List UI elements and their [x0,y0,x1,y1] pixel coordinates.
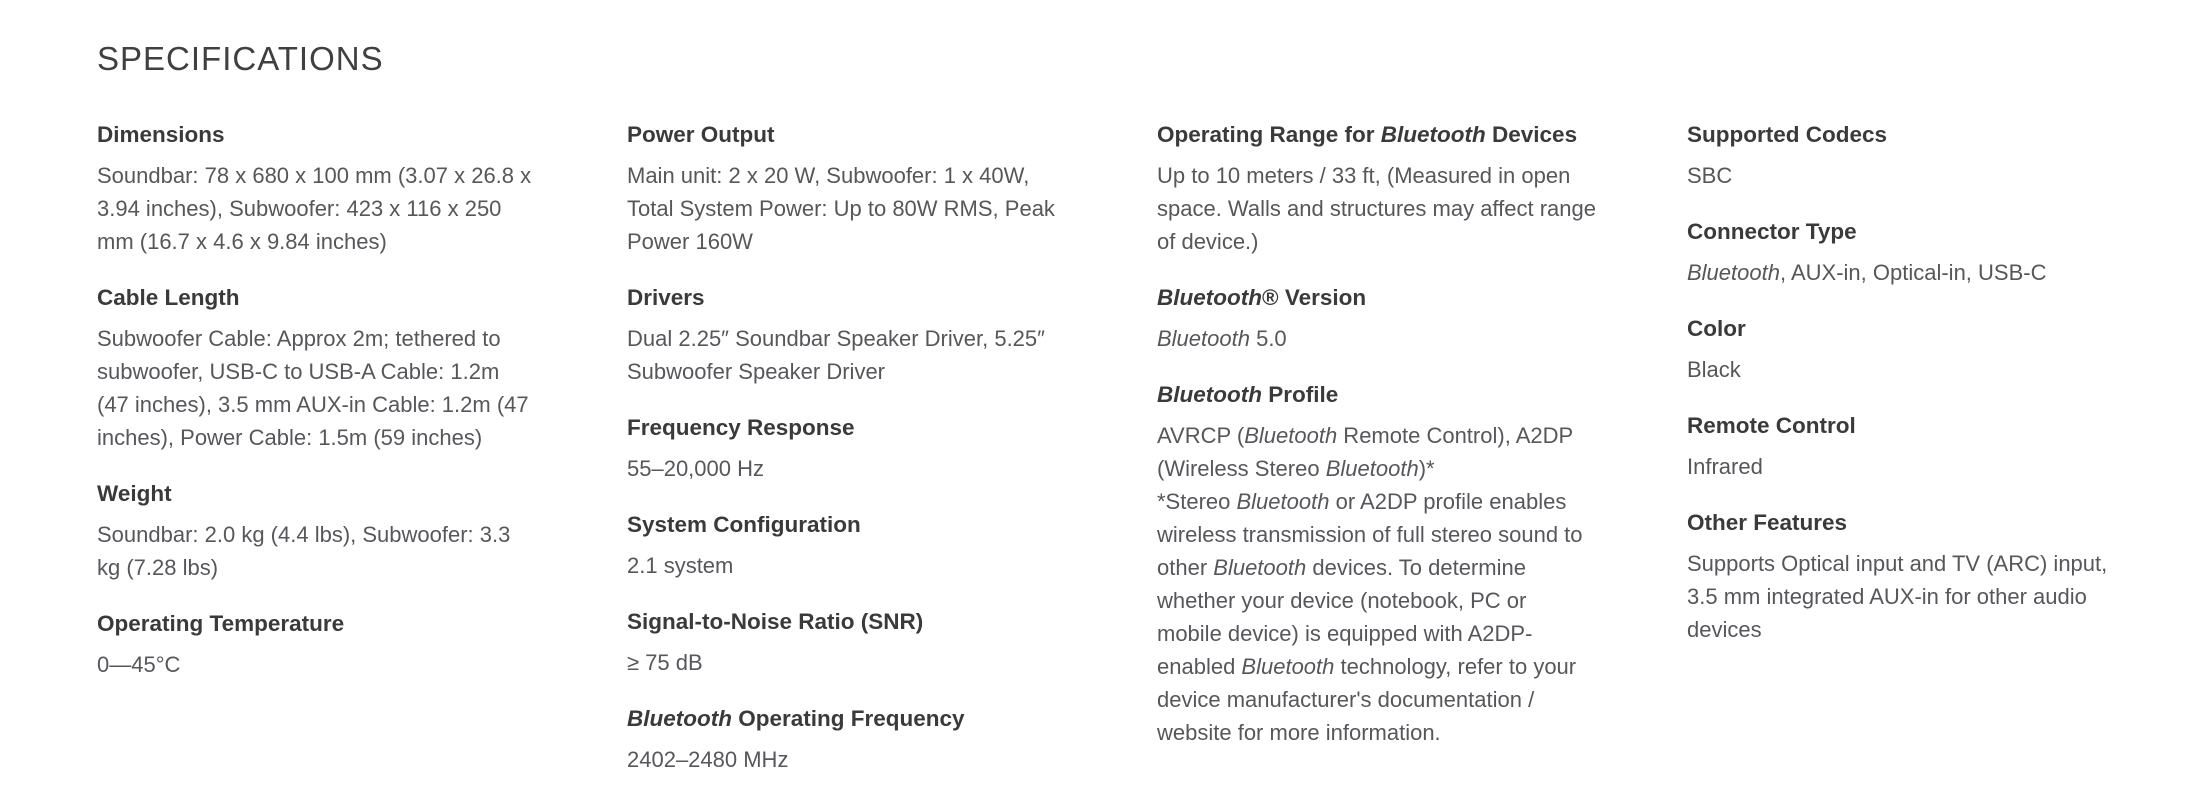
bluetooth-italic-text: Bluetooth [1157,382,1262,407]
bluetooth-italic-text: Bluetooth [1157,285,1262,310]
spec-value: Bluetooth, AUX-in, Optical-in, USB-C [1687,260,2047,285]
spec-section [1687,217,2127,289]
spec-column-1 [97,120,537,706]
spec-column-4 [1687,120,2127,671]
spec-section [627,510,1067,582]
bluetooth-italic-text: Bluetooth [1236,489,1330,514]
spec-value: Bluetooth 5.0 [1157,326,1287,351]
spec-heading: Bluetooth Operating Frequency [627,706,965,731]
bluetooth-italic-text: Bluetooth [1380,122,1486,147]
spec-section [627,413,1067,485]
spec-column-2 [627,120,1067,801]
spec-value: 2.1 system [627,553,734,578]
spec-heading: System Configuration [627,512,861,537]
spec-value: Black [1687,357,1741,382]
bluetooth-italic-text: Bluetooth [1213,555,1307,580]
spec-value: ≥ 75 dB [627,650,703,675]
bluetooth-italic-text: Bluetooth [1241,654,1335,679]
spec-value: Dual 2.25″ Soundbar Speaker Driver, 5.25″ Subwoofer Speaker Driver [627,326,1045,384]
spec-value: Supports Optical input and TV (ARC) input, 3.5 mm integrated AUX-in for other audio devices [1687,551,2108,642]
spec-section [1687,314,2127,386]
spec-value: 0—45°C [97,652,181,677]
spec-section [1687,411,2127,483]
spec-section [97,479,537,584]
spec-section [627,120,1067,258]
spec-section [1687,508,2127,646]
spec-heading: Frequency Response [627,415,855,440]
spec-value: Soundbar: 2.0 kg (4.4 lbs), Subwoofer: 3.3 kg (7.28 lbs) [97,522,511,580]
spec-heading: Other Features [1687,510,1848,535]
spec-section [1157,380,1597,749]
spec-heading: Dimensions [97,122,225,147]
spec-heading: Remote Control [1687,413,1856,438]
spec-value: Main unit: 2 x 20 W, Subwoofer: 1 x 40W, Total System Power: Up to 80W RMS, Peak Power 160W [627,163,1055,254]
spec-heading: Power Output [627,122,775,147]
spec-value: 55–20,000 Hz [627,456,764,481]
bluetooth-italic-text: Bluetooth [1687,260,1780,285]
bluetooth-italic-text: Bluetooth [1157,326,1250,351]
spec-value: *Stereo Bluetooth or A2DP profile enables wireless transmission of full stereo sound to other Bluetooth devices. To determine whether your device (notebook, PC or mobile device) is equipped with A2DP-enabled Bluetooth technology, refer to your device manufacturer's documentation / website for more information. [1157,489,1583,745]
spec-heading: Connector Type [1687,219,1857,244]
spec-section [627,704,1067,776]
spec-value: Soundbar: 78 x 680 x 100 mm (3.07 x 26.8 x 3.94 inches), Subwoofer: 423 x 116 x 250 mm (16.7 x 4.6 x 9.84 inches) [97,163,532,254]
spec-value: Infrared [1687,454,1763,479]
spec-column-3 [1157,120,1597,774]
spec-section [627,283,1067,388]
spec-heading: Bluetooth® Version [1157,285,1367,310]
spec-heading: Signal-to-Noise Ratio (SNR) [627,609,924,634]
spec-section [1687,120,2127,192]
spec-heading: Cable Length [97,285,240,310]
bluetooth-italic-text: Bluetooth [1325,456,1419,481]
spec-heading: Operating Range for Bluetooth Devices [1157,122,1578,147]
spec-section [627,607,1067,679]
spec-value: AVRCP (Bluetooth Remote Control), A2DP (Wireless Stereo Bluetooth)* [1157,423,1573,481]
bluetooth-italic-text: Bluetooth [1244,423,1338,448]
spec-heading: Operating Temperature [97,611,345,636]
spec-heading: Supported Codecs [1687,122,1888,147]
spec-columns [97,120,2200,801]
spec-value: 2402–2480 MHz [627,747,789,772]
page-title: SPECIFICATIONS [97,40,384,77]
bluetooth-italic-text: Bluetooth [627,706,732,731]
spec-value: Up to 10 meters / 33 ft, (Measured in open space. Walls and structures may affect range of device.) [1157,163,1596,254]
spec-heading: Weight [97,481,172,506]
spec-heading: Bluetooth Profile [1157,382,1339,407]
spec-heading: Color [1687,316,1746,341]
spec-section [97,120,537,258]
spec-section [97,283,537,454]
spec-section [1157,283,1597,355]
spec-section [97,609,537,681]
spec-value: SBC [1687,163,1733,188]
spec-heading: Drivers [627,285,705,310]
spec-section [1157,120,1597,258]
spec-value: Subwoofer Cable: Approx 2m; tethered to subwoofer, USB-C to USB-A Cable: 1.2m (47 inches), 3.5 mm AUX-in Cable: 1.2m (47 inches), Power Cable: 1.5m (59 inches) [97,326,529,450]
